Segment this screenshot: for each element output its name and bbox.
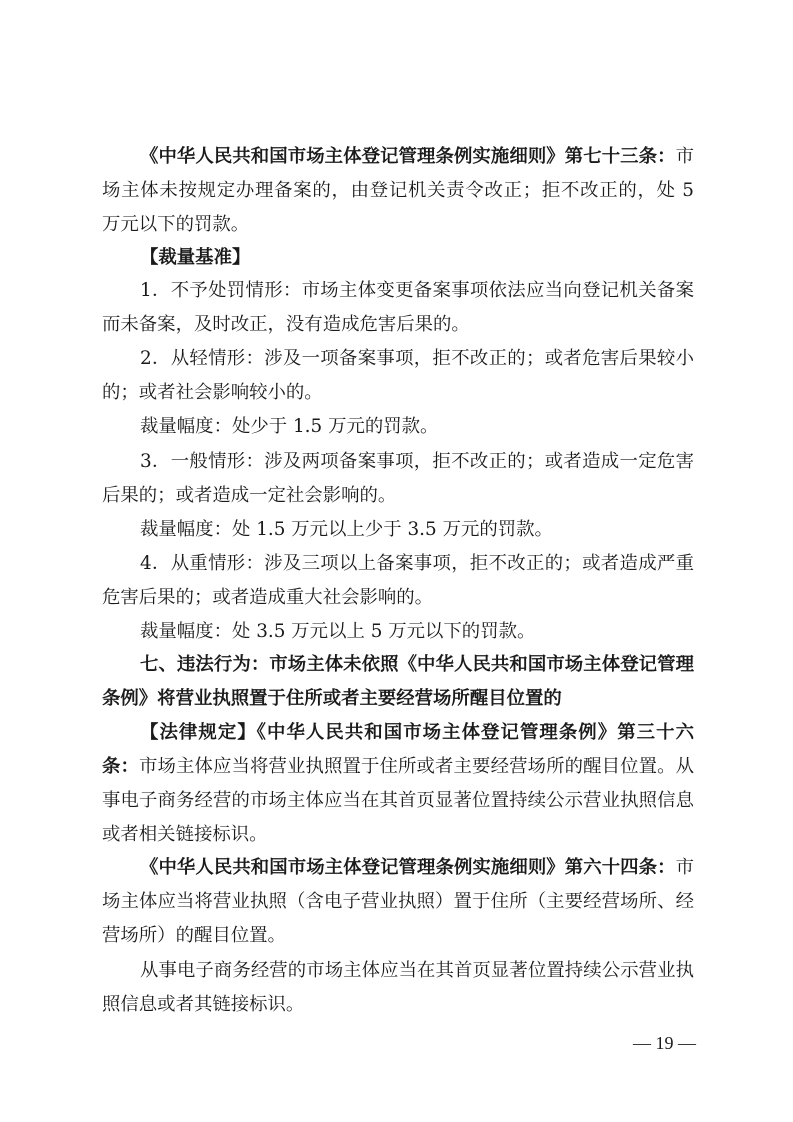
range-2: 裁量幅度：处少于 1.5 万元的罚款。: [140, 416, 439, 437]
section-7-heading: 七、违法行为：市场主体未依照《中华人民共和国市场主体登记管理条例》将营业执照置于住所或者主要经营场所醒目位置的: [102, 654, 694, 709]
ecommerce-paragraph: 从事电子商务经营的市场主体应当在其首页显著位置持续公示营业执照信息或者其链接标识。: [102, 960, 694, 1015]
article-64-body: 市场主体应当将营业执照（含电子营业执照）置于住所（主要经营场所、经营场所）的醒目位置。: [102, 857, 694, 946]
legal-provision-label: 【法律规定】《中华人民共和国市场主体登记管理条例》第三十六条：: [102, 722, 694, 777]
item-2: 2．从轻情形：涉及一项备案事项，拒不改正的；或者危害后果较小的；或者社会影响较小的。: [102, 348, 694, 403]
range-4: 裁量幅度：处 3.5 万元以上 5 万元以下的罚款。: [140, 621, 536, 642]
page-number: — 19 —: [633, 1033, 696, 1053]
item-1: 1．不予处罚情形：市场主体变更备案事项依法应当向登记机关备案而未备案，及时改正，没有造成危害后果的。: [102, 280, 694, 335]
item-3: 3．一般情形：涉及两项备案事项，拒不改正的；或者造成一定危害后果的；或者造成一定社会影响的。: [102, 451, 694, 506]
article-73-paragraph: [102, 140, 694, 242]
article-73-body: 市场主体未按规定办理备案的，由登记机关责令改正；拒不改正的，处 5 万元以下的罚款。: [102, 146, 694, 235]
legal-provision-body: 市场主体应当将营业执照置于住所或者主要经营场所的醒目位置。从事电子商务经营的市场主体应当在其首页显著位置持续公示营业执照信息或者相关链接标识。: [102, 756, 694, 845]
heading-discretion-standard: 【裁量基准】: [140, 247, 251, 268]
article-64-paragraph: [102, 851, 694, 953]
article-73-title: 《中华人民共和国市场主体登记管理条例实施细则》第七十三条：: [140, 146, 676, 167]
range-3: 裁量幅度：处 1.5 万元以上少于 3.5 万元的罚款。: [140, 519, 553, 540]
article-64-title: 《中华人民共和国市场主体登记管理条例实施细则》第六十四条：: [140, 857, 676, 878]
item-4: 4．从重情形：涉及三项以上备案事项，拒不改正的；或者造成严重危害后果的；或者造成重大社会影响的。: [102, 553, 694, 608]
legal-provision-paragraph: [102, 716, 694, 852]
